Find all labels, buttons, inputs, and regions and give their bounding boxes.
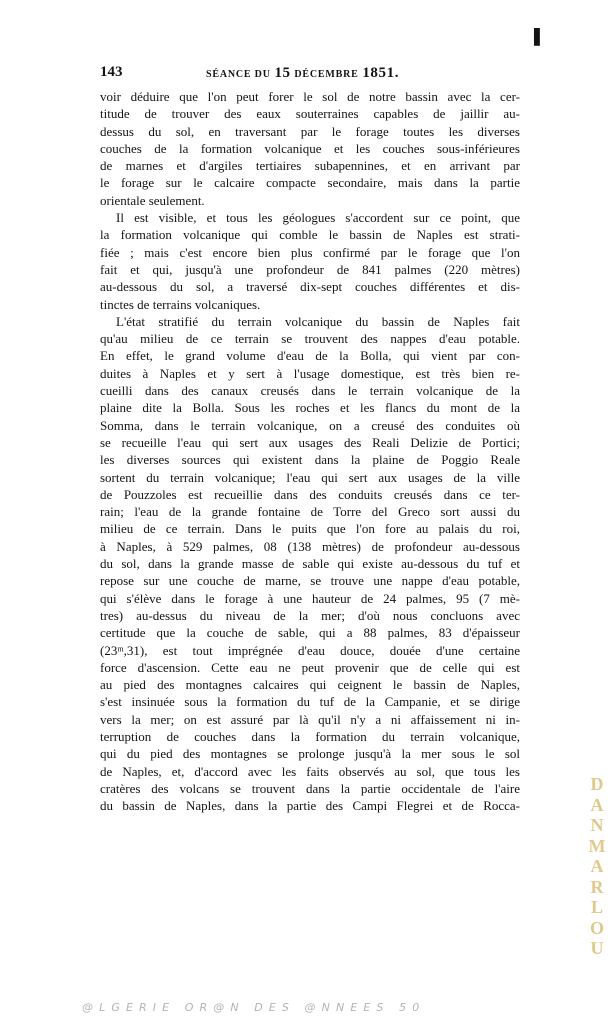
text-line: fiée ; mais c'est encore bien plus confirmé par le forage que l'on	[100, 244, 520, 260]
text-line: fait et qui, jusqu'à une profondeur de 841 palmes (220 mètres)	[100, 261, 520, 277]
side-watermark-letter: D	[590, 774, 604, 794]
title-day: 15	[274, 65, 291, 81]
text-line: repose sur une couche de marne, se trouve une nappe d'eau potable,	[100, 573, 520, 589]
text-line: vers la mer; on est assuré par là qu'il n'y a ni affaissement ni in-	[100, 711, 520, 727]
text-line: s'est insinuée sous la formation du tuf de la Campanie, et se dirige	[100, 694, 520, 710]
text-line: qui s'élève dans le forage à une hauteur de 24 palmes, 95 (7 mè-	[100, 590, 520, 606]
page-number: 143	[100, 64, 123, 80]
body-text	[100, 88, 520, 814]
title-prefix: SÉANCE DU	[206, 69, 271, 80]
side-watermark-letter: O	[589, 917, 604, 938]
text-line: En effet, le grand volume d'eau de la Bolla, qui vient par con-	[100, 348, 520, 364]
text-line: les diverses sources qui existent dans la plaine de Poggio Reale	[100, 452, 520, 468]
side-watermark	[586, 774, 608, 959]
text-line: L'état stratifié du terrain volcanique du bassin de Naples fait	[116, 313, 520, 329]
side-watermark-letter: A	[590, 794, 604, 815]
text-line: du sol, dans la grande masse de sable qui existe au-dessous du tuf et	[100, 556, 520, 572]
text-line: de marnes et d'argiles tertiaires subapennines, et en arrivant par	[100, 158, 520, 174]
text-line: le forage sur le calcaire compacte secondaire, mais dans la partie	[100, 175, 520, 191]
side-watermark-letter: M	[588, 835, 606, 856]
text-line: orientale seulement.	[100, 192, 205, 208]
text-line: au pied des montagnes calcaires qui ceignent le bassin de Naples,	[100, 677, 520, 693]
running-header	[100, 64, 520, 84]
text-line: plaine dite la Bolla. Sous les roches et les flancs du mont de la	[100, 400, 520, 416]
text-line: Il est visible, et tous les géologues s'accordent sur ce point, que	[116, 210, 520, 226]
side-watermark-letter: R	[590, 876, 604, 897]
side-watermark-letter: L	[590, 897, 603, 917]
text-line: dessus du sol, en traversant par le forage toutes les diverses	[100, 123, 520, 139]
text-line: rain; l'eau de la grande fontaine de Torre del Greco sort aussi du	[100, 504, 520, 520]
text-line: sortent du terrain volcanique; l'eau qui sert aux usages de la ville	[100, 469, 520, 485]
side-watermark-letter: A	[590, 856, 604, 876]
text-line: au-dessous du sol, a traversé dix-sept couches différentes et dis-	[100, 279, 520, 295]
text-line: à Naples, à 529 palmes, 08 (138 mètres) de profondeur au-dessous	[100, 538, 520, 554]
title-month: DÉCEMBRE	[294, 69, 359, 80]
running-title	[206, 65, 399, 82]
side-watermark-letter: U	[590, 938, 604, 958]
text-line: qu'au milieu de ce terrain se trouvent des nappes d'eau potable.	[100, 331, 520, 347]
text-line: titude de trouver des eaux souterraines capables de jaillir au-	[100, 106, 520, 122]
page-corner-mark: ▌	[534, 28, 546, 46]
title-year: 1851.	[362, 65, 400, 81]
text-line: terruption de couches dans la formation du terrain volcanique,	[100, 728, 520, 744]
text-line: qui du pied des montagnes se prolonge jusqu'à la mer sous le sol	[100, 746, 520, 762]
text-line: du bassin de Naples, dans la partie des Campi Flegrei et de Rocca-	[100, 798, 520, 814]
text-line: cratères des volcans se trouvent dans la partie occidentale de l'aire	[100, 780, 520, 796]
text-line: certitude que la couche de sable, qui a 88 palmes, 83 d'épaisseur	[100, 625, 520, 641]
text-line: tinctes de terrains volcaniques.	[100, 296, 261, 312]
text-line: de Pouzzoles est recueillie dans des conduits creusés dans ce ter-	[100, 486, 520, 502]
text-line: voir déduire que l'on peut forer le sol de notre bassin avec la cer-	[100, 89, 520, 104]
text-line: cueilli dans des canaux creusés dans le terrain volcanique de la	[100, 383, 520, 399]
text-line: la formation volcanique qui comble le bassin de Naples est strati-	[100, 227, 520, 243]
side-watermark-letter: N	[590, 815, 604, 835]
text-line: se recueille l'eau qui sert aux usages des Reali Delizie de Portici;	[100, 434, 520, 450]
text-line: (23ᵐ,31), est tout imprégnée d'eau douce, douée d'une certaine	[100, 642, 520, 658]
text-line: couches de la formation volcanique et les couches sous-inférieures	[100, 140, 520, 156]
text-line: de Naples, et, d'accord avec les faits observés au sol, que tous les	[100, 763, 520, 779]
text-line: tres) au-dessus du niveau de la mer; d'où nous concluons avec	[100, 607, 520, 623]
text-line: duites à Naples et y sert à l'usage domestique, est très bien re-	[100, 365, 520, 381]
footer-watermark: @LGERIE OR@N DES @NNEES 50	[82, 1001, 426, 1014]
text-line: Somma, dans le terrain volcanique, on a creusé des conduites où	[100, 417, 520, 433]
text-line: force d'ascension. Cette eau ne peut provenir que de celle qui est	[100, 659, 520, 675]
text-line: milieu de ce terrain. Dans le puits que l'on fore au palais du roi,	[100, 521, 520, 537]
